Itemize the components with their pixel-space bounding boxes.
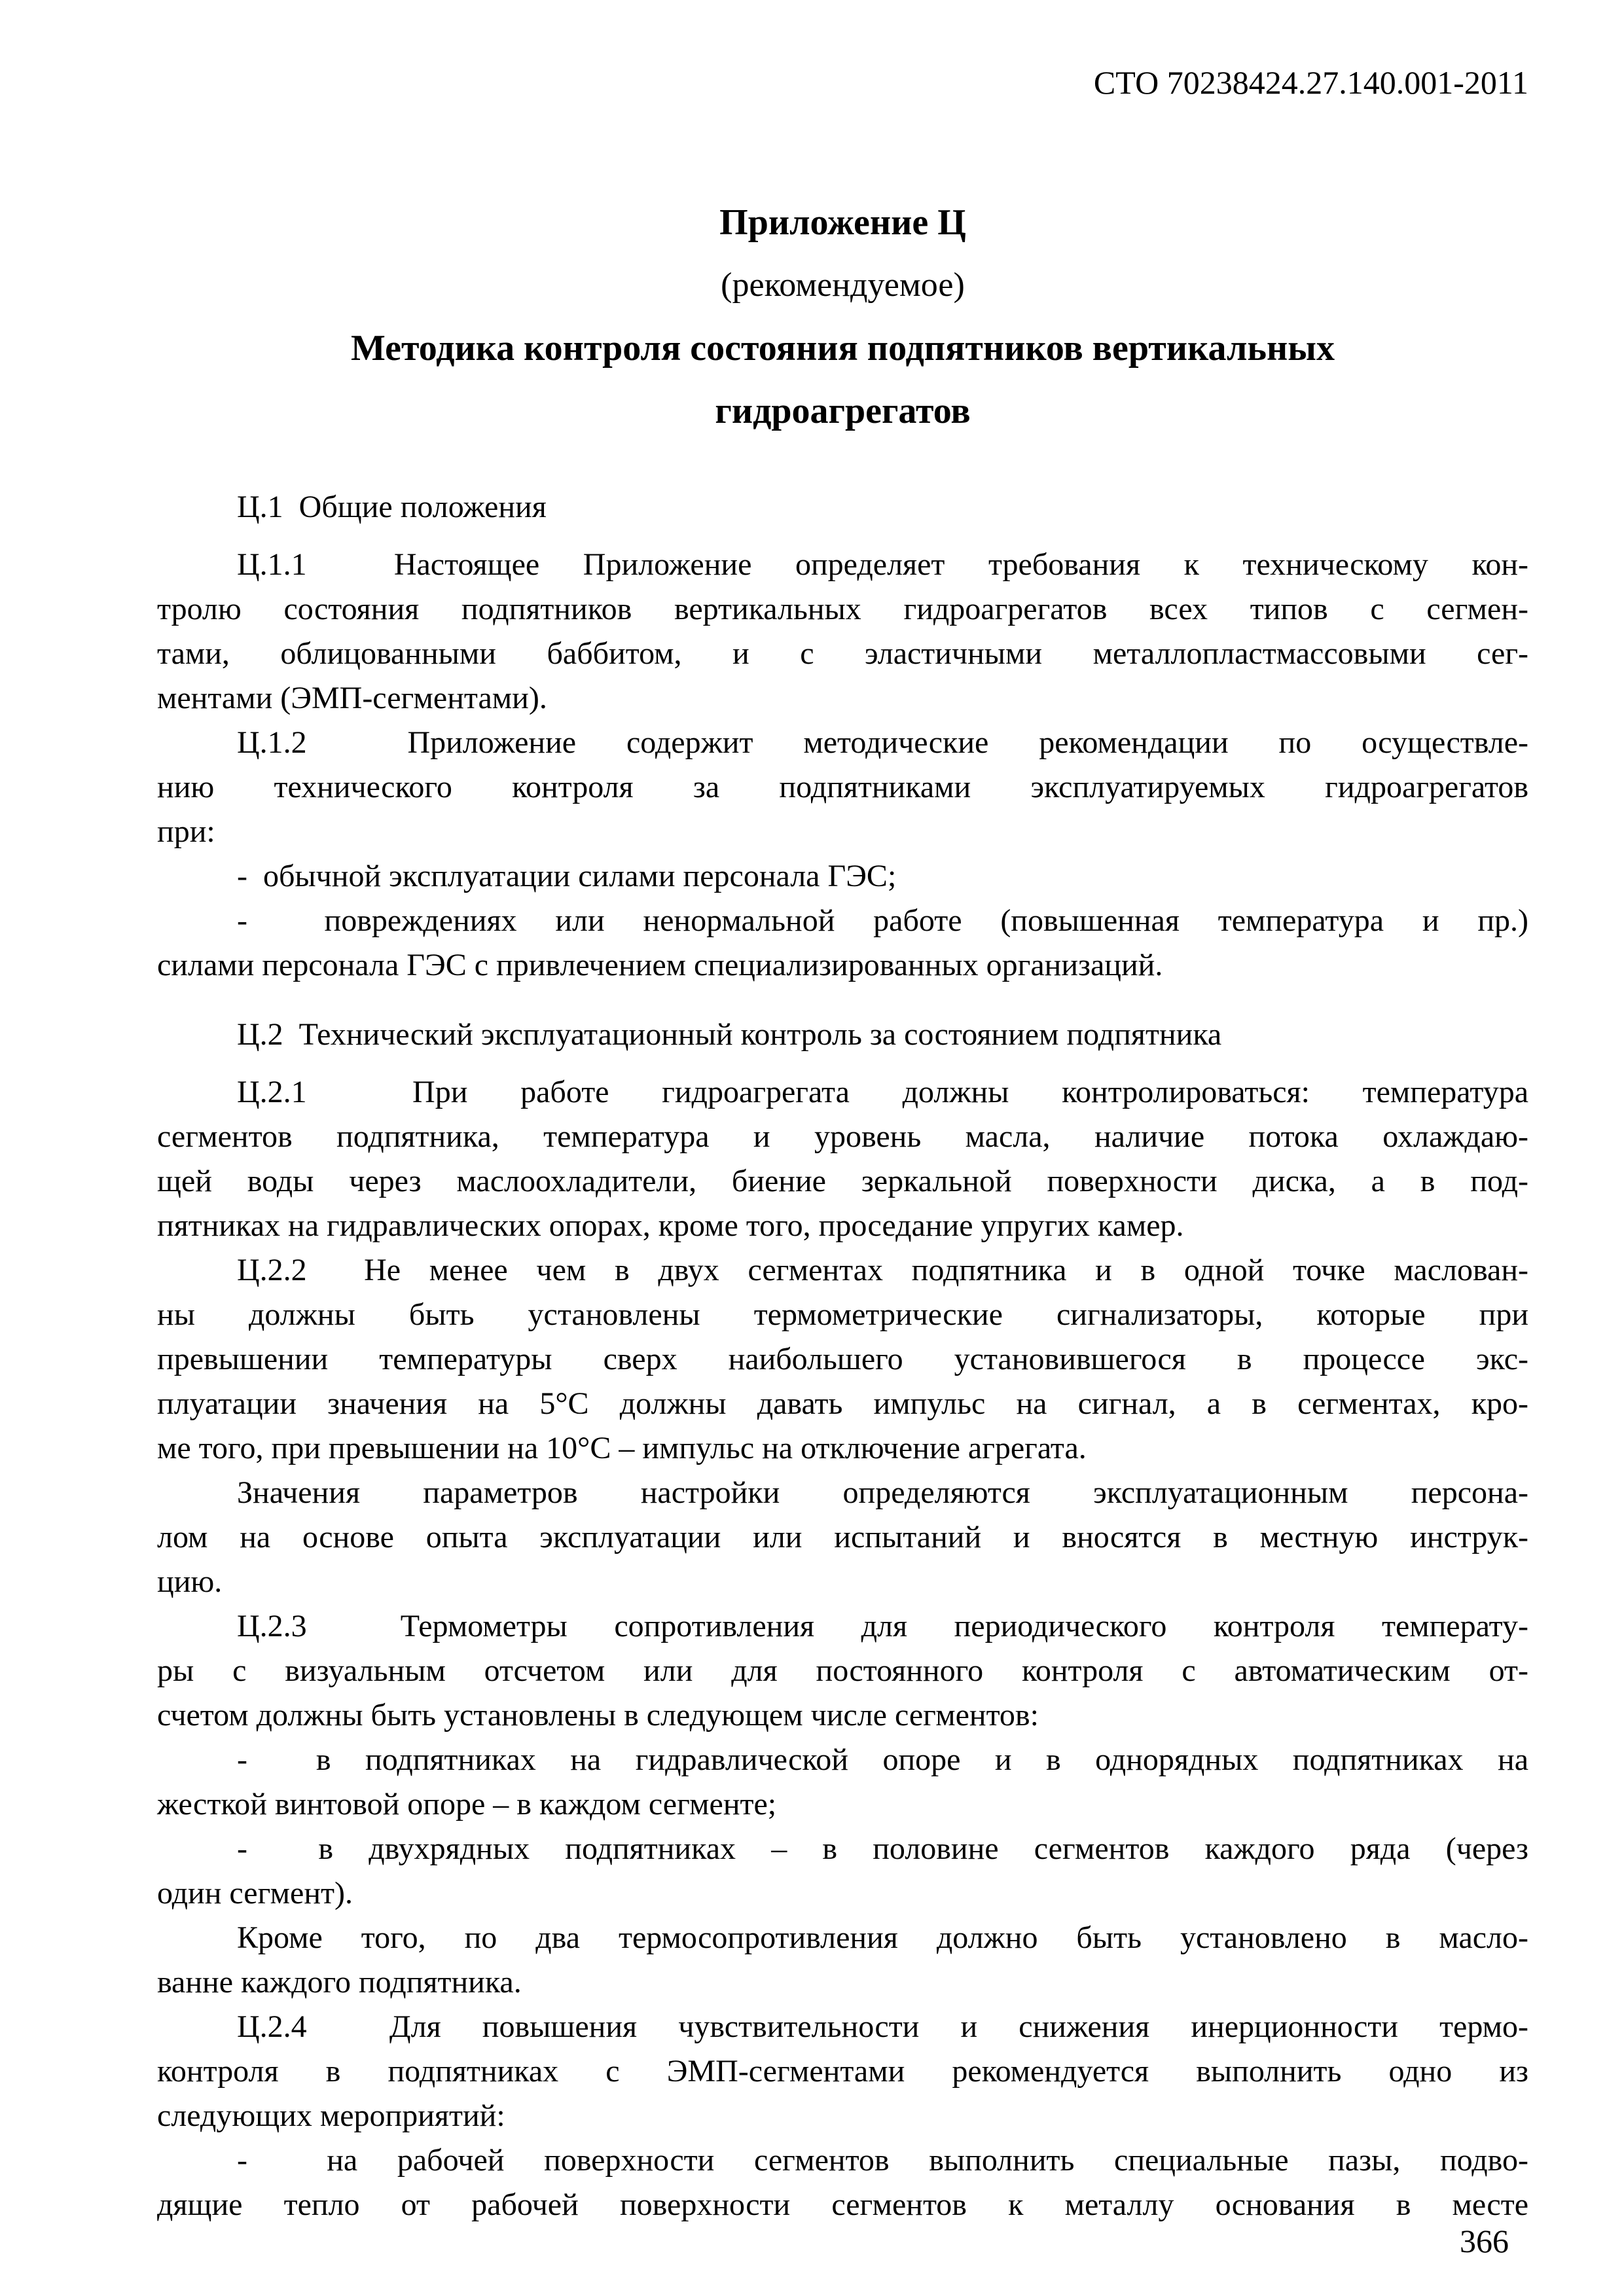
- list-item: [157, 1827, 1528, 1916]
- text-line: тролю состояния подпятников вертикальных гидроагрегатов всех типов с сегмен-: [157, 592, 1528, 626]
- text-line: ментами (ЭМП-сегментами).: [157, 681, 547, 715]
- text-line: цию.: [157, 1564, 223, 1599]
- text-line: контроля в подпятниках с ЭМП-сегментами рекомендуется выполнить одно из: [157, 2054, 1528, 2089]
- paragraph: [157, 1471, 1528, 1604]
- text-line: - в двухрядных подпятниках – в половине сегментов каждого ряда (через: [237, 1831, 1528, 1866]
- text-line: ме того, при превышении на 10°С – импульс на отключение агрегата.: [157, 1431, 1087, 1465]
- text-line: счетом должны быть установлены в следующем числе сегментов:: [157, 1698, 1039, 1732]
- text-line: пятниках на гидравлических опорах, кроме того, проседание упругих камер.: [157, 1208, 1184, 1243]
- paragraph: [157, 1916, 1528, 2005]
- text-line: нию технического контроля за подпятниками эксплуатируемых гидроагрегатов: [157, 770, 1528, 804]
- text-line: - в подпятниках на гидравлической опоре и в однорядных подпятниках на: [237, 1742, 1528, 1777]
- text-line: ны должны быть установлены термометрические сигнализаторы, которые при: [157, 1297, 1528, 1332]
- content-area: [157, 485, 1528, 2227]
- text-line: Ц.1.2 Приложение содержит методические рекомендации по осуществле-: [237, 725, 1528, 760]
- text-line: один сегмент).: [157, 1876, 353, 1910]
- text-line: - на рабочей поверхности сегментов выполнить специальные пазы, подво-: [237, 2143, 1528, 2178]
- text-line: плуатации значения на 5°С должны давать импульс на сигнал, а в сегментах, кро-: [157, 1386, 1528, 1421]
- text-line: Ц.2.2 Не менее чем в двух сегментах подпятника и в одной точке маслован-: [237, 1253, 1528, 1287]
- text-line: силами персонала ГЭС с привлечением специализированных организаций.: [157, 948, 1163, 982]
- text-line: ры с визуальным отсчетом или для постоянного контроля с автоматическим от-: [157, 1653, 1528, 1688]
- text-line: Ц.2 Технический эксплуатационный контроль за состоянием подпятника: [237, 1017, 1222, 1052]
- text-line: - обычной эксплуатации силами персонала ГЭС;: [237, 859, 897, 893]
- list-item: [157, 854, 1528, 899]
- title-block: [157, 191, 1528, 442]
- section-heading: [157, 1013, 1528, 1057]
- page-number: 366: [1460, 2223, 1509, 2259]
- text-line: щей воды через маслоохладители, биение зеркальной поверхности диска, а в под-: [157, 1164, 1528, 1198]
- text-line: тами, облицованными баббитом, и с эластичными металлопластмассовыми сег-: [157, 636, 1528, 671]
- text-line: при:: [157, 814, 215, 849]
- appendix-title-line1: Методика контроля состояния подпятников вертикальных: [351, 328, 1335, 368]
- text-line: Кроме того, по два термосопротивления должно быть установлено в масло-: [237, 1920, 1528, 1955]
- text-line: дящие тепло от рабочей поверхности сегментов к металлу основания в месте: [157, 2187, 1528, 2222]
- list-item: [157, 899, 1528, 988]
- text-line: - повреждениях или ненормальной работе (повышенная температура и пр.): [237, 903, 1528, 938]
- text-line: Значения параметров настройки определяются эксплуатационным персона-: [237, 1475, 1528, 1510]
- text-line: Ц.2.3 Термометры сопротивления для периодического контроля температу-: [237, 1609, 1528, 1643]
- text-line: Ц.2.1 При работе гидроагрегата должны контролироваться: температура: [237, 1075, 1528, 1109]
- paragraph: [157, 1604, 1528, 1738]
- paragraph: [157, 543, 1528, 721]
- text-line: жесткой винтовой опоре – в каждом сегменте;: [157, 1787, 777, 1821]
- text-line: Ц.1 Общие положения: [237, 490, 547, 524]
- paragraph: [157, 1248, 1528, 1471]
- text-line: сегментов подпятника, температура и уровень масла, наличие потока охлаждаю-: [157, 1119, 1528, 1154]
- text-line: лом на основе опыта эксплуатации или испытаний и вносятся в местную инструк-: [157, 1520, 1528, 1554]
- list-item: [157, 2138, 1528, 2227]
- paragraph: [157, 2005, 1528, 2138]
- paragraph: [157, 721, 1528, 854]
- appendix-classification: (рекомендуемое): [721, 266, 965, 304]
- text-line: ванне каждого подпятника.: [157, 1965, 522, 2000]
- document-code: СТО 70238424.27.140.001-2011: [1093, 64, 1528, 101]
- section-heading: [157, 485, 1528, 529]
- list-item: [157, 1738, 1528, 1827]
- appendix-title-line2: гидроагрегатов: [715, 391, 971, 431]
- appendix-label: Приложение Ц: [719, 202, 966, 243]
- text-line: Ц.1.1 Настоящее Приложение определяет требования к техническому кон-: [237, 547, 1528, 582]
- paragraph: [157, 1070, 1528, 1248]
- text-line: следующих мероприятий:: [157, 2098, 505, 2133]
- text-line: Ц.2.4 Для повышения чувствительности и снижения инерционности термо-: [237, 2009, 1528, 2044]
- text-line: превышении температуры сверх наибольшего установившегося в процессе экс-: [157, 1342, 1528, 1376]
